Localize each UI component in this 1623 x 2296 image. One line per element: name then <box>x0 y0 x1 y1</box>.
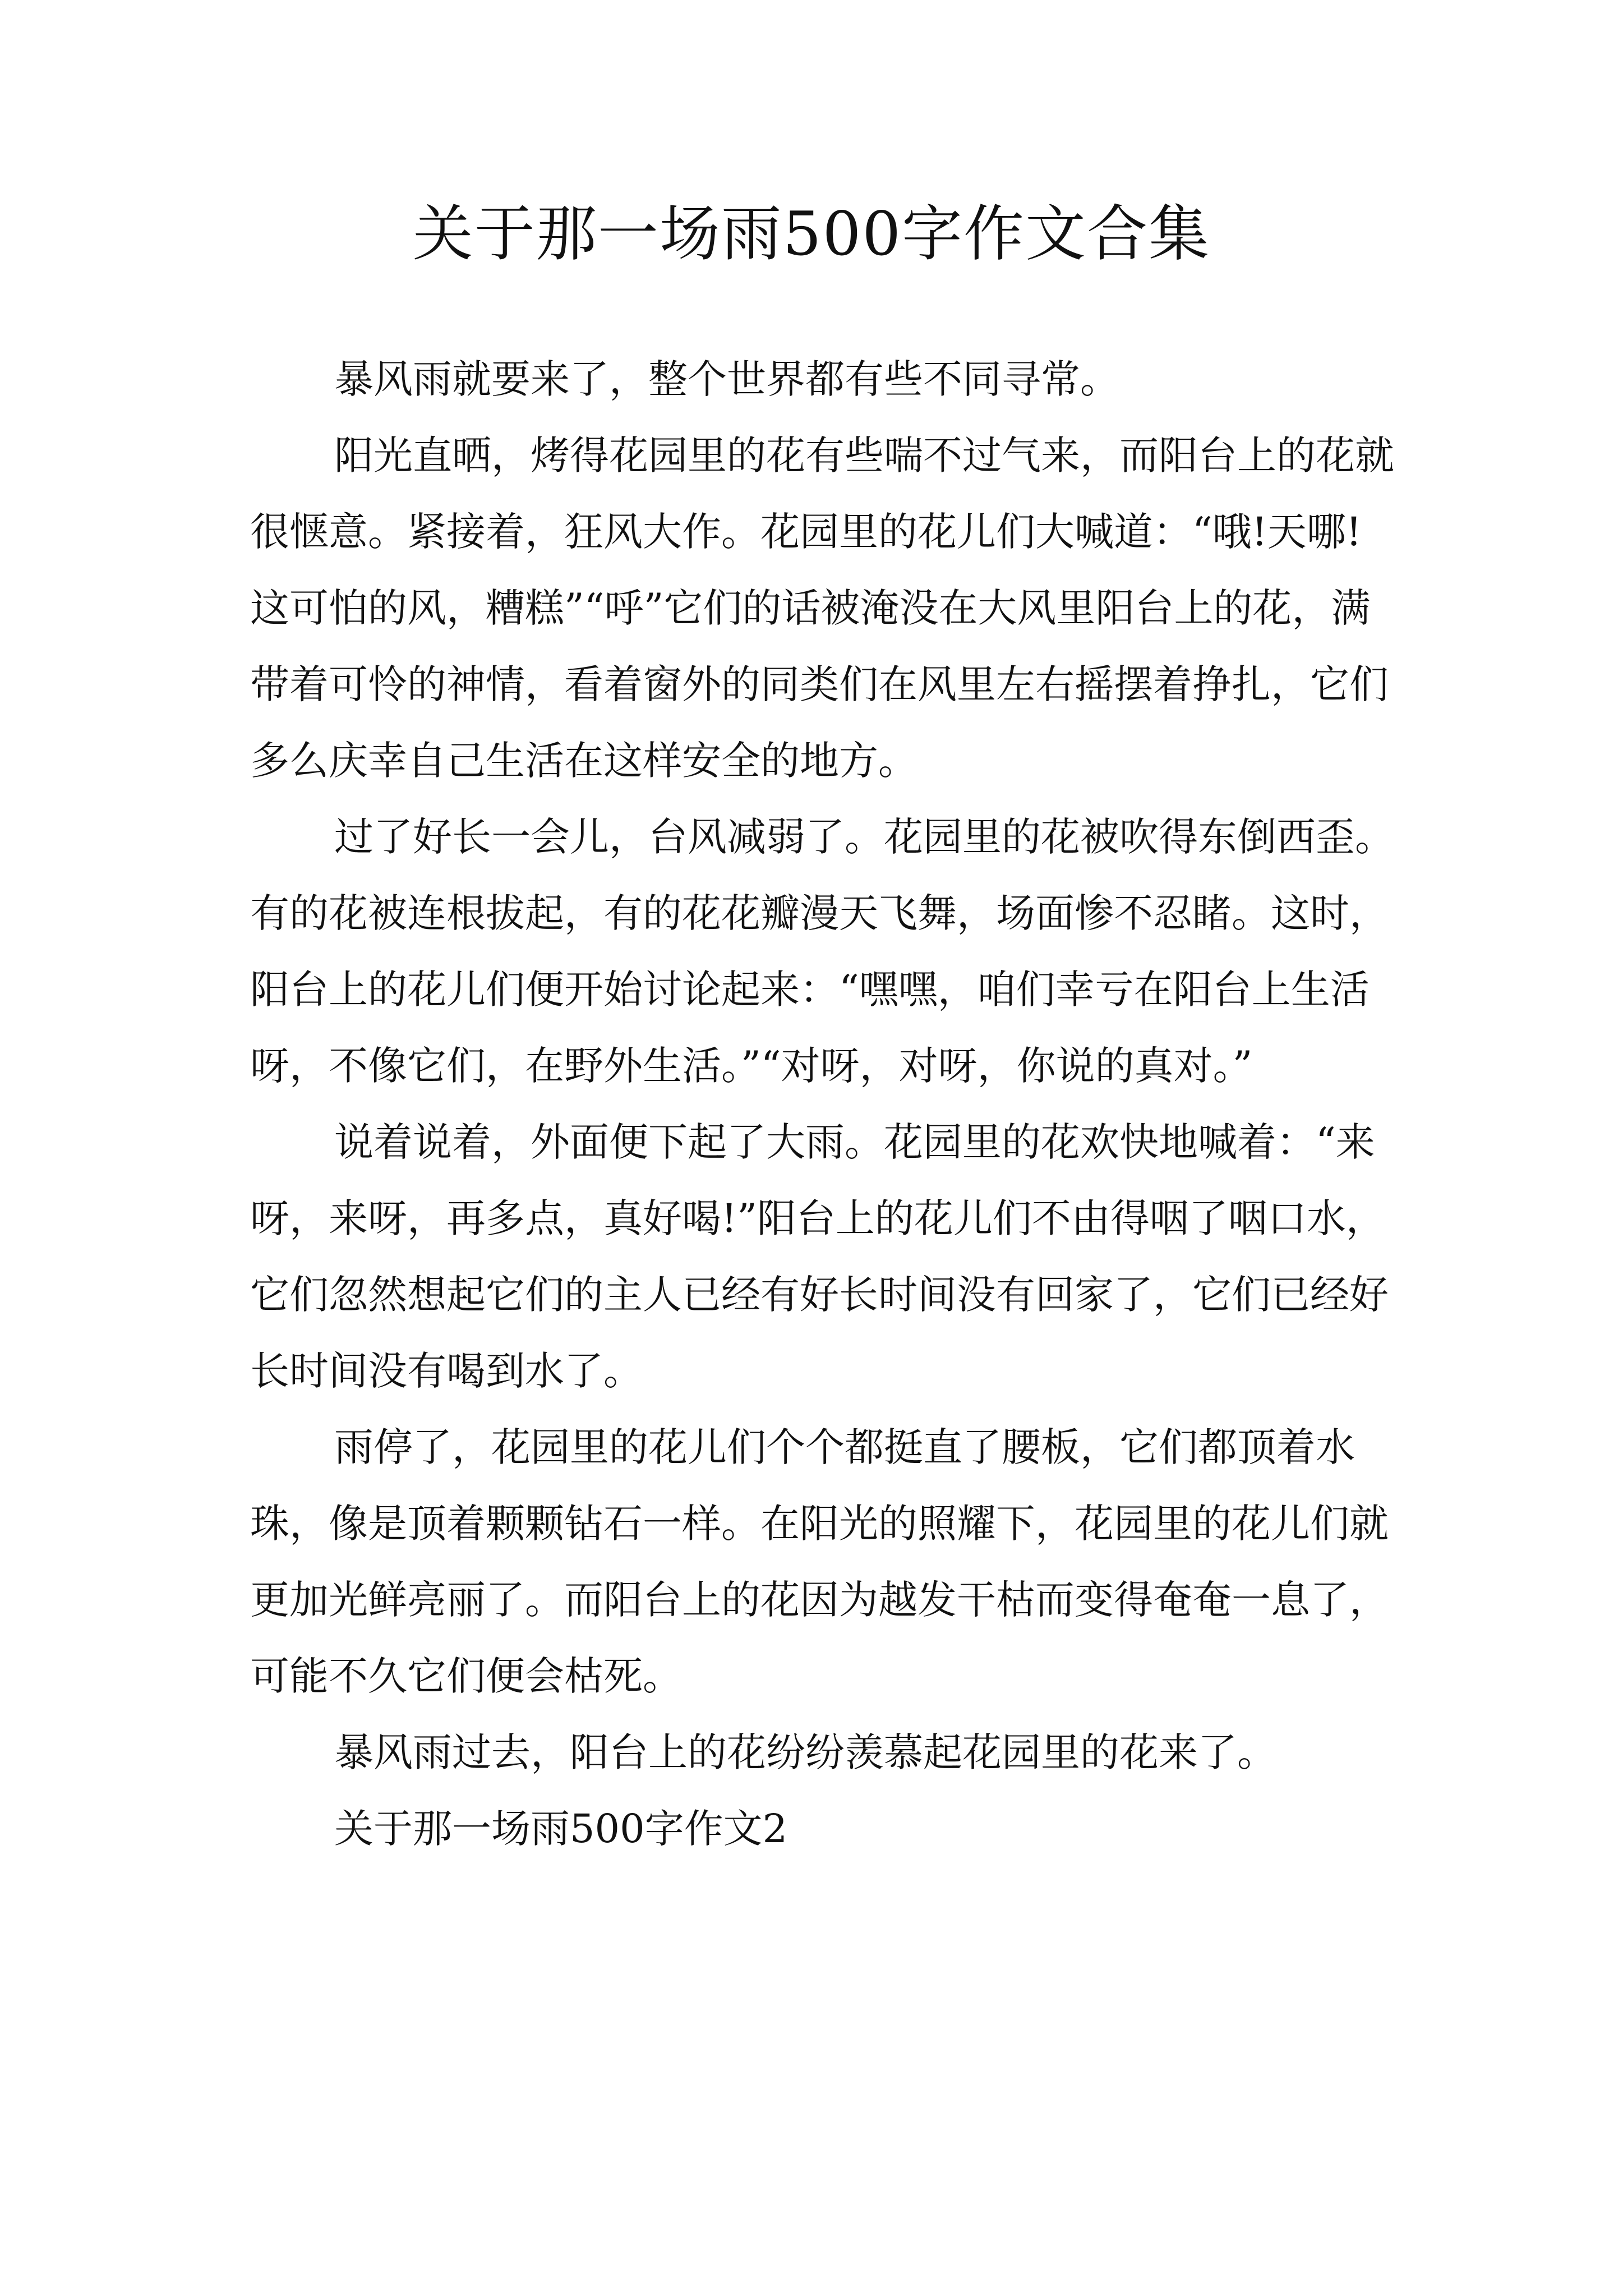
section-heading-essay-2: 关于那一场雨500字作文2 <box>334 1806 788 1852</box>
document-body <box>250 341 1394 1867</box>
paragraph-storm-passes: 暴风雨过去，阳台上的花纷纷羡慕起花园里的花来了。 <box>334 1729 1276 1775</box>
document-title: 关于那一场雨500字作文合集 <box>412 199 1211 269</box>
paragraph-typhoon-weakens: 过了好长一会儿，台风减弱了。花园里的花被吹得东倒西歪。有的花被连根拔起，有的花花瓣漫天飞舞，场面惨不忍睹。这时，阳台上的花儿们便开始讨论起来：“嘿嘿，咱们幸亏在阳台上生活呀，不像它们，在野外生活。”“对呀，对呀，你说的真对。” <box>250 814 1394 1089</box>
paragraph-storm-coming: 暴风雨就要来了，整个世界都有些不同寻常。 <box>334 356 1119 402</box>
paragraph-strong-wind: 阳光直晒，烤得花园里的花有些喘不过气来，而阳台上的花就很惬意。紧接着，狂风大作。花园里的花儿们大喊道：“哦!天哪!这可怕的风，糟糕”“呼”它们的话被淹没在大风里阳台上的花，满带着可怜的神情，看着窗外的同类们在风里左右摇摆着挣扎，它们多么庆幸自己生活在这样安全的地方。 <box>250 432 1394 784</box>
paragraph-heavy-rain: 说着说着，外面便下起了大雨。花园里的花欢快地喊着：“来呀，来呀，再多点，真好喝!”阳台上的花儿们不由得咽了咽口水，它们忽然想起它们的主人已经有好长时间没有回家了，它们已经好长时间没有喝到水了。 <box>250 1119 1389 1394</box>
paragraph-rain-stops: 雨停了，花园里的花儿们个个都挺直了腰板，它们都顶着水珠，像是顶着颗颗钻石一样。在阳光的照耀下，花园里的花儿们就更加光鲜亮丽了。而阳台上的花因为越发干枯而变得奄奄一息了，可能不久它们便会枯死。 <box>250 1424 1389 1699</box>
